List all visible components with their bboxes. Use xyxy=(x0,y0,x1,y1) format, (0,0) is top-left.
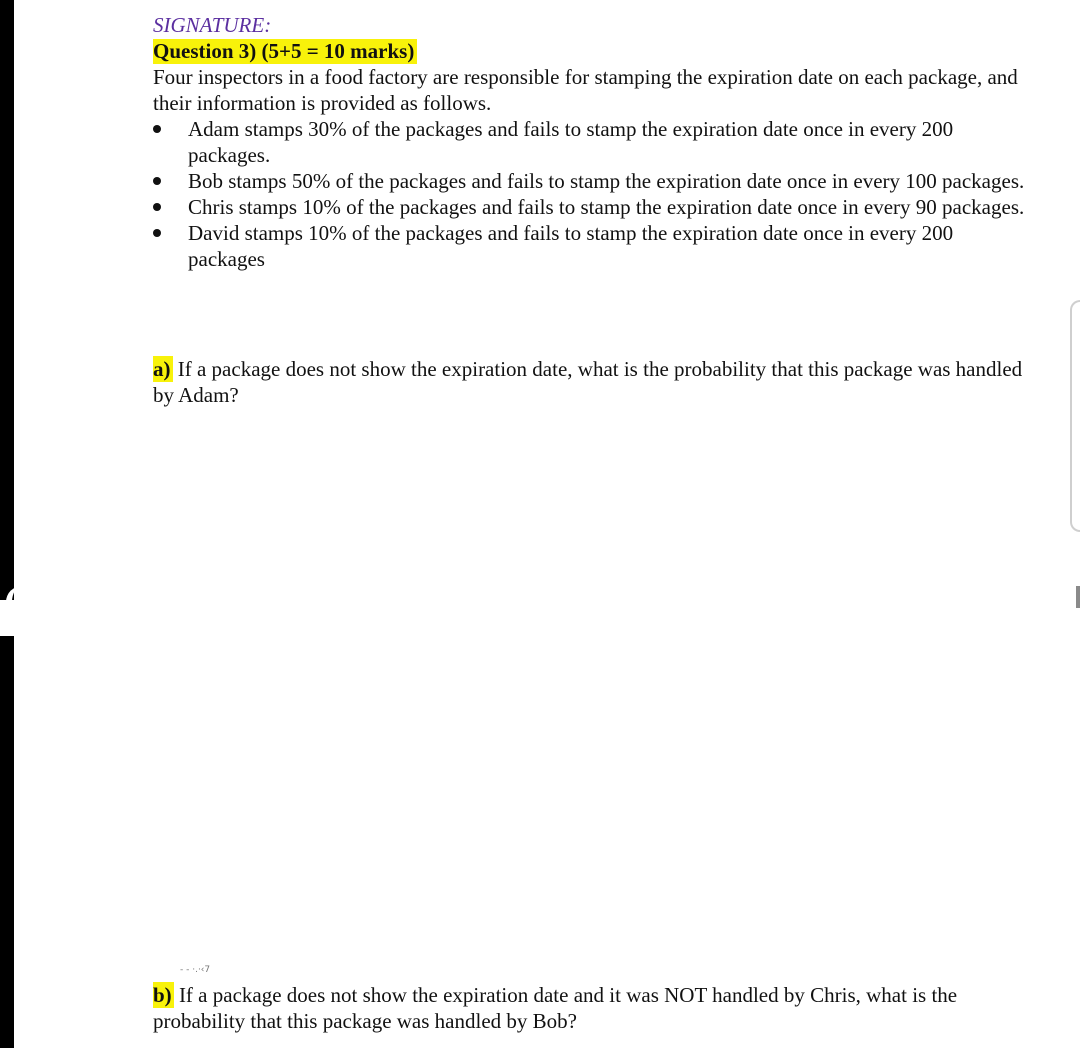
part-a-question xyxy=(153,356,1033,408)
part-b-text: If a package does not show the expiration date and it was NOT handled by Chris, what is the probability that this package was handled by Bob? xyxy=(153,983,958,1033)
list-item xyxy=(153,220,1033,272)
inspector-list xyxy=(153,116,1033,272)
stray-pen-mark: ‐ ‐ ·.·‹7 xyxy=(180,965,211,975)
signature-label: SIGNATURE: xyxy=(153,13,272,37)
screen-left-edge xyxy=(0,0,14,1048)
list-item xyxy=(153,116,1033,168)
part-a-text: If a package does not show the expiration date, what is the probability that this package was handled by Adam? xyxy=(153,357,1023,407)
scroll-indicator xyxy=(1076,586,1080,608)
side-panel-handle[interactable] xyxy=(1070,300,1080,532)
part-b-question xyxy=(153,982,1033,1034)
inspector-text: Chris stamps 10% of the packages and fails to stamp the expiration date once in every 90 packages. xyxy=(188,195,1025,219)
bullet-icon xyxy=(153,177,161,185)
bullet-icon xyxy=(153,125,161,133)
back-gesture-handle[interactable] xyxy=(6,586,22,636)
question-title: Question 3) (5+5 = 10 marks) xyxy=(153,39,417,64)
inspector-text: David stamps 10% of the packages and fails to stamp the expiration date once in every 200 packages xyxy=(188,221,954,271)
part-a-label: a) xyxy=(153,357,171,381)
bullet-icon xyxy=(153,229,161,237)
bullet-icon xyxy=(153,203,161,211)
part-b-label: b) xyxy=(153,983,172,1007)
list-item xyxy=(153,194,1033,220)
inspector-text: Bob stamps 50% of the packages and fails to stamp the expiration date once in every 100 packages. xyxy=(188,169,1025,193)
question-intro: Four inspectors in a food factory are responsible for stamping the expiration date on each package, and their information is provided as follows. xyxy=(153,65,1018,115)
list-item xyxy=(153,168,1033,194)
question-document xyxy=(153,12,1033,272)
inspector-text: Adam stamps 30% of the packages and fails to stamp the expiration date once in every 200 packages. xyxy=(188,117,954,167)
